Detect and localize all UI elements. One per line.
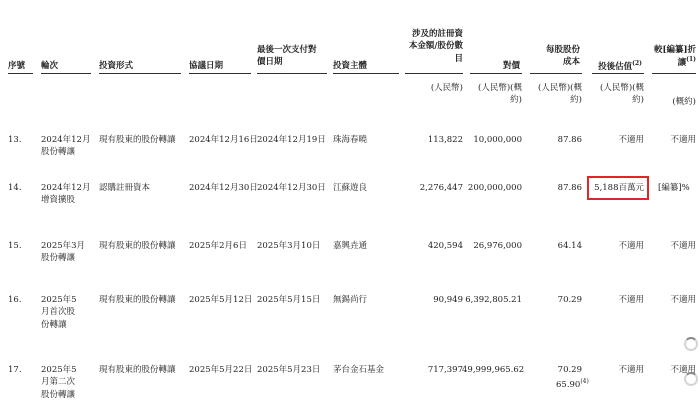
row-17-registered-capital: 717,397 (427, 365, 463, 375)
header-rule-registered-capital (405, 73, 463, 74)
header-seq: 序號 (8, 61, 26, 71)
row-15-form: 現有股東的股份轉讓 (99, 241, 176, 251)
row-17-agreement-date: 2025年5月22日 (189, 365, 253, 375)
row-17-post-valuation: 不適用 (618, 365, 644, 375)
header-last-payment-date: 最後一次支付對價日期 (257, 45, 317, 68)
unit-cost-per-share: (人民幣)(概約) (538, 83, 582, 106)
row-13-cost-per-share: 87.86 (557, 135, 582, 145)
row-13-discount: 不適用 (670, 135, 696, 145)
header-agreement-date: 協議日期 (189, 61, 224, 71)
header-rule-investor (333, 73, 399, 74)
header-rule-round (41, 73, 91, 74)
header-form: 投資形式 (99, 61, 134, 71)
row-15-round: 2025年3月股份轉讓 (41, 241, 86, 264)
header-discount (652, 44, 696, 69)
row-13-agreement-date: 2024年12月16日 (189, 135, 258, 145)
row-13-consideration: 10,000,000 (473, 135, 522, 145)
row-15-cost-per-share: 64.14 (557, 241, 582, 251)
row-16-investor: 無錫尚行 (333, 295, 368, 305)
row-14-round: 2024年12月增資擴股 (41, 183, 91, 206)
header-rule-form (99, 73, 181, 74)
unit-post-valuation: (人民幣)(概約) (600, 83, 644, 106)
row-14-cost-per-share: 87.86 (557, 183, 582, 193)
row-14-consideration: 200,000,000 (467, 183, 522, 193)
row-17-form: 現有股東的股份轉讓 (99, 365, 176, 375)
row-16-registered-capital: 90,949 (433, 295, 463, 305)
row-17-cost-per-share-extra (556, 378, 589, 391)
row-16-form: 現有股東的股份轉讓 (99, 295, 176, 305)
row-16-round: 2025年5月首次股份轉讓 (41, 295, 77, 330)
row-13-registered-capital: 113,822 (427, 135, 463, 145)
header-rule-seq (8, 73, 33, 74)
row-14-discount: [編纂]% (658, 183, 690, 193)
row-15-investor: 嘉興垚通 (333, 241, 368, 251)
row-14-registered-capital: 2,276,447 (419, 183, 463, 193)
row-16-post-valuation: 不適用 (618, 295, 644, 305)
row-17-seq: 17. (8, 365, 22, 375)
loading-spinner-icon-secondary (684, 372, 698, 386)
row-15-post-valuation: 不適用 (618, 241, 644, 251)
row-13-seq: 13. (8, 135, 22, 145)
row-16-agreement-date: 2025年5月12日 (189, 295, 253, 305)
row-17-discount: 不適用 (670, 365, 696, 375)
loading-spinner-icon (684, 337, 698, 351)
row-13-round: 2024年12月股份轉讓 (41, 135, 91, 158)
header-post-valuation (592, 60, 642, 73)
row-15-discount: 不適用 (670, 241, 696, 251)
row-14-agreement-date: 2024年12月30日 (189, 183, 258, 193)
header-round: 輪次 (41, 61, 59, 71)
unit-discount: (概約) (672, 97, 696, 107)
row-14-last-payment-date: 2024年12月30日 (257, 183, 326, 193)
header-rule-consideration (470, 73, 522, 74)
row-15-seq: 15. (8, 241, 22, 251)
header-rule-agreement-date (189, 73, 251, 74)
discount-footnote: (1) (686, 56, 696, 64)
row-17-cost-extra-value: 65.90 (556, 379, 581, 390)
header-rule-last-payment-date (257, 73, 327, 74)
row-15-agreement-date: 2025年2月6日 (189, 241, 247, 251)
row-15-last-payment-date: 2025年3月10日 (257, 241, 321, 251)
row-16-discount: 不適用 (670, 295, 696, 305)
unit-registered-capital: (人民幣) (430, 83, 463, 93)
row-13-investor: 珠海春曉 (333, 135, 368, 145)
header-rule-cost-per-share (530, 73, 582, 74)
header-cost-per-share: 每股股份成本 (545, 45, 580, 68)
row-15-registered-capital: 420,594 (427, 241, 463, 251)
row-17-last-payment-date: 2025年5月23日 (257, 365, 321, 375)
header-investor: 投資主體 (333, 61, 368, 71)
header-rule-post-valuation (592, 73, 644, 74)
row-13-form: 現有股東的股份轉讓 (99, 135, 176, 145)
row-16-consideration: 6,392,805.21 (465, 295, 522, 305)
header-registered-capital: 涉及的註冊資本金額/股份數目 (408, 29, 463, 64)
header-rule-discount (652, 73, 696, 74)
row-13-last-payment-date: 2024年12月19日 (257, 135, 326, 145)
row-14-form: 認購註冊資本 (99, 183, 151, 193)
row-14-post-valuation: 5,188百萬元 (594, 183, 644, 193)
header-consideration: 對價 (502, 61, 520, 71)
discount-label: 較[編纂]折讓 (653, 45, 696, 69)
row-14-investor: 江蘇遊良 (333, 183, 368, 193)
row-14-seq: 14. (8, 183, 22, 193)
row-16-last-payment-date: 2025年5月15日 (257, 295, 321, 305)
row-17-investor: 茅台金石基金 (333, 365, 385, 375)
post-valuation-label: 投後估值 (598, 61, 633, 72)
row-13-post-valuation: 不適用 (618, 135, 644, 145)
row-16-seq: 16. (8, 295, 22, 305)
row-15-consideration: 26,976,000 (473, 241, 522, 251)
row-16-cost-per-share: 70.29 (557, 295, 582, 305)
unit-consideration: (人民幣)(概約) (478, 83, 522, 106)
row-17-round: 2025年5月第二次股份轉讓 (41, 365, 77, 400)
row-17-consideration: 49,999,965.62 (462, 365, 525, 375)
row-17-cost-extra-footnote: (4) (580, 378, 589, 385)
row-17-cost-per-share: 70.29 (557, 365, 582, 375)
post-valuation-footnote: (2) (632, 60, 642, 67)
